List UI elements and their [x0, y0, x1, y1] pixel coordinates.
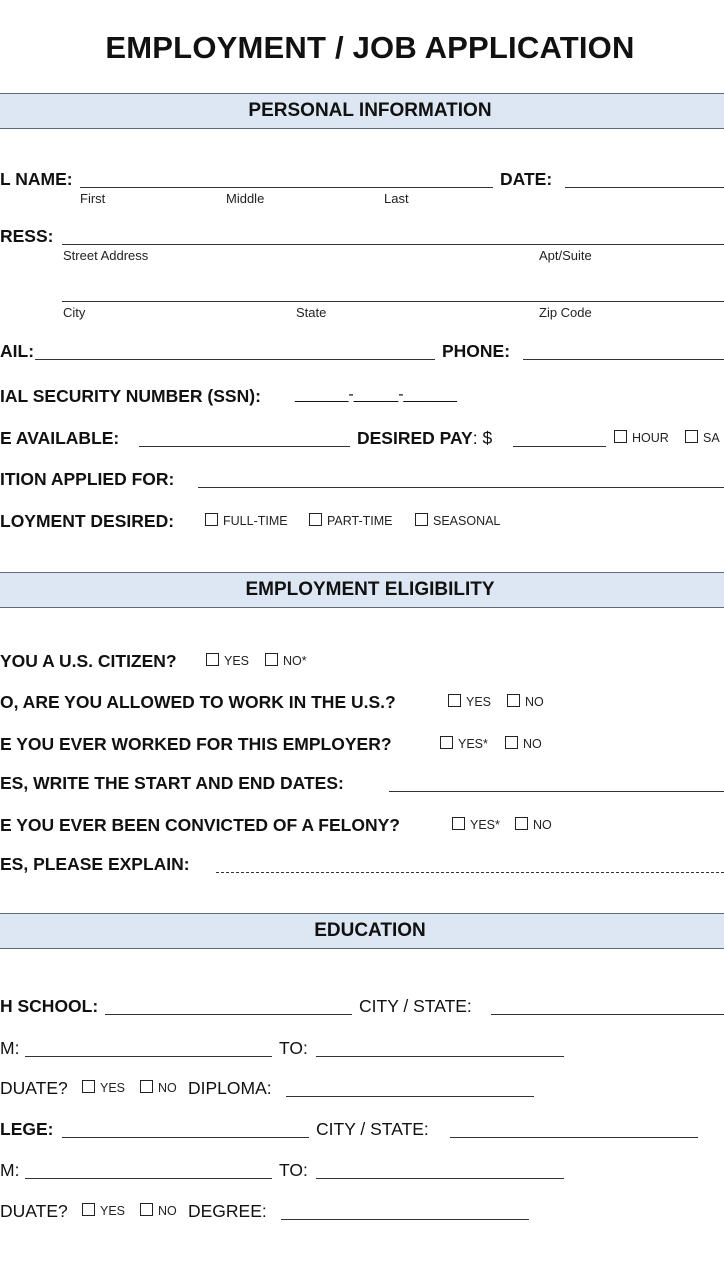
college-graduate-no-checkbox[interactable]	[140, 1203, 153, 1216]
explain-field[interactable]	[216, 872, 724, 873]
worked-yes-checkbox[interactable]	[440, 736, 453, 749]
allowed-question: O, ARE YOU ALLOWED TO WORK IN THE U.S.?	[0, 692, 396, 712]
hs-to-label: TO:	[279, 1038, 308, 1058]
hs-graduate-yes-option[interactable]	[82, 1080, 125, 1095]
felony-no-checkbox[interactable]	[515, 817, 528, 830]
desired-pay-field[interactable]	[513, 446, 606, 447]
salary-option-label: SA	[703, 431, 720, 445]
state-caption: State	[296, 305, 327, 320]
yes-label: YES*	[470, 818, 500, 832]
salary-checkbox[interactable]	[685, 430, 698, 443]
felony-no-option[interactable]	[515, 817, 552, 832]
felony-yes-checkbox[interactable]	[452, 817, 465, 830]
yes-label: YES	[100, 1081, 126, 1095]
no-label: NO	[533, 818, 552, 832]
part-time-label: PART-TIME	[327, 514, 393, 528]
citizen-yes-option[interactable]	[206, 653, 249, 668]
no-label: NO	[158, 1081, 177, 1095]
college-to-label: TO:	[279, 1160, 308, 1180]
hs-from-field[interactable]	[25, 1056, 272, 1057]
college-graduate-no-option[interactable]	[140, 1203, 177, 1218]
college-field[interactable]	[62, 1137, 309, 1138]
hs-graduate-no-checkbox[interactable]	[140, 1080, 153, 1093]
college-from-field[interactable]	[25, 1178, 272, 1179]
worked-question: E YOU EVER WORKED FOR THIS EMPLOYER?	[0, 734, 392, 754]
hour-option[interactable]	[614, 430, 669, 445]
middle-caption: Middle	[226, 191, 265, 206]
date-label: DATE:	[500, 169, 553, 189]
high-school-label: H SCHOOL:	[0, 996, 99, 1016]
no-label: NO	[158, 1204, 177, 1218]
hs-from-label: M:	[0, 1038, 20, 1058]
yes-label: YES	[100, 1204, 126, 1218]
date-field[interactable]	[565, 187, 724, 188]
worked-yes-option[interactable]	[440, 736, 488, 751]
worked-no-checkbox[interactable]	[505, 736, 518, 749]
section-title: EDUCATION	[314, 920, 426, 941]
allowed-no-checkbox[interactable]	[507, 694, 520, 707]
hs-graduate-no-option[interactable]	[140, 1080, 177, 1095]
street-caption: Street Address	[63, 248, 149, 263]
citizen-question: YOU A U.S. CITIZEN?	[0, 651, 177, 671]
employment-desired-label: LOYMENT DESIRED:	[0, 511, 175, 531]
college-to-field[interactable]	[316, 1178, 564, 1179]
part-time-checkbox[interactable]	[309, 513, 322, 526]
no-label: NO	[523, 737, 542, 751]
citizen-no-option[interactable]	[265, 653, 307, 668]
position-field[interactable]	[198, 487, 724, 488]
allowed-yes-checkbox[interactable]	[448, 694, 461, 707]
desired-pay-currency: : $	[472, 428, 493, 448]
yes-label: YES	[466, 695, 492, 709]
page-title: EMPLOYMENT / JOB APPLICATION	[105, 30, 635, 65]
hour-option-label: HOUR	[632, 431, 669, 445]
explain-question: ES, PLEASE EXPLAIN:	[0, 854, 190, 874]
date-available-field[interactable]	[139, 446, 350, 447]
dates-question: ES, WRITE THE START AND END DATES:	[0, 773, 344, 793]
ssn-field[interactable]: ______-_____-______	[295, 386, 457, 403]
phone-label: PHONE:	[442, 341, 511, 361]
dates-field[interactable]	[389, 791, 724, 792]
college-graduate-label: DUATE?	[0, 1201, 68, 1221]
felony-yes-option[interactable]	[452, 817, 500, 832]
no-label: NO	[525, 695, 544, 709]
felony-question: E YOU EVER BEEN CONVICTED OF A FELONY?	[0, 815, 400, 835]
full-name-label: L NAME:	[0, 169, 73, 189]
hs-city-state-field[interactable]	[491, 1014, 724, 1015]
hs-to-field[interactable]	[316, 1056, 564, 1057]
college-from-label: M:	[0, 1160, 20, 1180]
college-city-state-label: CITY / STATE:	[316, 1119, 429, 1139]
seasonal-option[interactable]	[415, 513, 500, 528]
position-label: ITION APPLIED FOR:	[0, 469, 175, 489]
desired-pay-group	[357, 428, 492, 449]
first-caption: First	[80, 191, 106, 206]
hs-city-state-label: CITY / STATE:	[359, 996, 472, 1016]
diploma-label: DIPLOMA:	[188, 1078, 272, 1098]
college-city-state-field[interactable]	[450, 1137, 698, 1138]
section-header-eligibility	[0, 572, 724, 608]
yes-label: YES	[224, 654, 250, 668]
section-header-personal	[0, 93, 724, 129]
email-field[interactable]	[35, 359, 435, 360]
degree-label: DEGREE:	[188, 1201, 267, 1221]
hs-graduate-label: DUATE?	[0, 1078, 68, 1098]
college-graduate-yes-checkbox[interactable]	[82, 1203, 95, 1216]
worked-no-option[interactable]	[505, 736, 542, 751]
city-state-zip-field[interactable]	[62, 301, 724, 302]
degree-field[interactable]	[281, 1219, 529, 1220]
citizen-no-checkbox[interactable]	[265, 653, 278, 666]
last-caption: Last	[384, 191, 409, 206]
date-available-label: E AVAILABLE:	[0, 428, 120, 448]
seasonal-checkbox[interactable]	[415, 513, 428, 526]
ssn-label: IAL SECURITY NUMBER (SSN):	[0, 386, 261, 406]
hour-checkbox[interactable]	[614, 430, 627, 443]
full-name-field[interactable]	[80, 187, 493, 188]
section-header-education	[0, 913, 724, 949]
city-caption: City	[63, 305, 86, 320]
apt-caption: Apt/Suite	[539, 248, 592, 263]
college-label: LEGE:	[0, 1119, 54, 1139]
high-school-field[interactable]	[105, 1014, 352, 1015]
allowed-yes-option[interactable]	[448, 694, 491, 709]
diploma-field[interactable]	[286, 1096, 534, 1097]
yes-label: YES*	[458, 737, 488, 751]
hs-graduate-yes-checkbox[interactable]	[82, 1080, 95, 1093]
section-title: PERSONAL INFORMATION	[248, 100, 492, 121]
street-address-field[interactable]	[62, 244, 724, 245]
citizen-yes-checkbox[interactable]	[206, 653, 219, 666]
email-label: AIL:	[0, 341, 35, 361]
seasonal-label: SEASONAL	[433, 514, 501, 528]
desired-pay-label: DESIRED PAY	[357, 428, 473, 448]
part-time-option[interactable]	[309, 513, 393, 528]
allowed-no-option[interactable]	[507, 694, 544, 709]
full-time-checkbox[interactable]	[205, 513, 218, 526]
salary-option[interactable]	[685, 430, 720, 445]
full-time-label: FULL-TIME	[223, 514, 288, 528]
phone-field[interactable]	[523, 359, 724, 360]
no-label: NO*	[283, 654, 307, 668]
college-graduate-yes-option[interactable]	[82, 1203, 125, 1218]
zip-caption: Zip Code	[539, 305, 592, 320]
address-label: RESS:	[0, 226, 54, 246]
full-time-option[interactable]	[205, 513, 288, 528]
section-title: EMPLOYMENT ELIGIBILITY	[245, 579, 495, 600]
